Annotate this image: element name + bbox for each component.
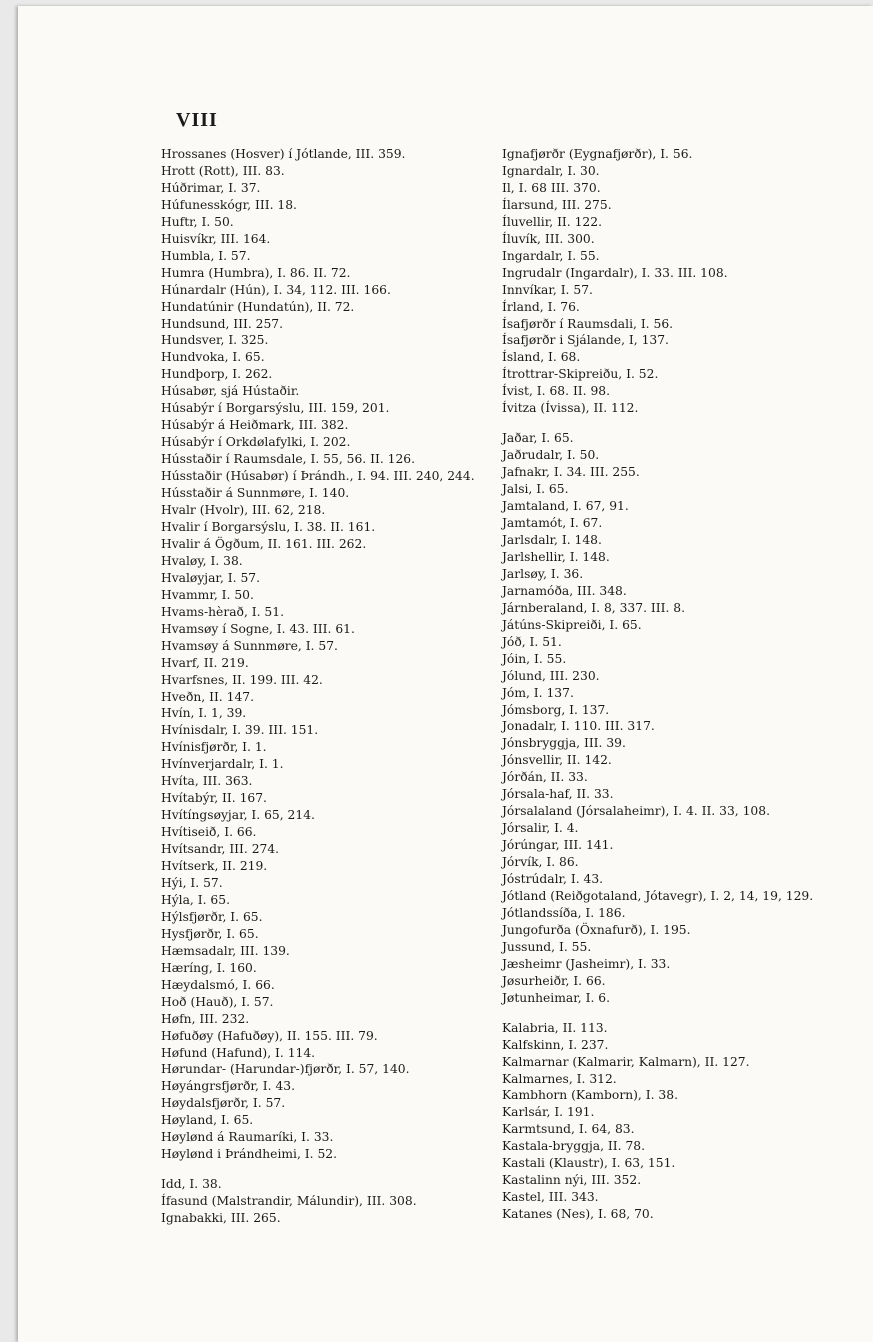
index-entry: Høfund (Hafund), I. 114. [161, 1045, 316, 1060]
index-entry: Ísland, I. 68. [502, 350, 581, 365]
index-entry: Høylønd á Raumaríki, I. 33. [161, 1130, 334, 1145]
index-entry: Innvíkar, I. 57. [502, 282, 593, 297]
index-entry: Ífasund (Malstrandir, Málundir), III. 308. [161, 1194, 417, 1209]
right-index-column [502, 146, 847, 1223]
index-entry: Jungofurða (Öxnafurð), I. 195. [502, 922, 691, 937]
index-entry: Írland, I. 76. [502, 299, 580, 314]
index-entry: Hoð (Hauð), I. 57. [161, 994, 274, 1009]
index-entry: Hýi, I. 57. [161, 875, 223, 890]
index-entry: Hvín, I. 1, 39. [161, 706, 247, 721]
index-entry: Jarnamóða, III. 348. [502, 583, 627, 598]
index-entry: Ingrudalr (Ingardalr), I. 33. III. 108. [502, 265, 728, 280]
index-entry: Hvams-hèrað, I. 51. [161, 604, 284, 619]
index-entry: Kalfskinn, I. 237. [502, 1037, 609, 1052]
index-entry: Høfn, III. 232. [161, 1011, 250, 1026]
index-entry: Jarlsdalr, I. 148. [502, 532, 602, 547]
index-entry: Hvaløyjar, I. 57. [161, 570, 261, 585]
index-entry: Huisvíkr, III. 164. [161, 231, 271, 246]
index-entry: Hundatúnir (Hundatún), II. 72. [161, 299, 355, 314]
index-entry: Hæydalsmó, I. 66. [161, 977, 275, 992]
index-entry: Húsabør, sjá Hústaðir. [161, 384, 300, 399]
index-entry: Hrossanes (Hosver) í Jótlande, III. 359. [161, 147, 406, 161]
index-entry: Húðrimar, I. 37. [161, 180, 261, 195]
index-entry: Hundsund, III. 257. [161, 316, 284, 331]
index-entry: Játúns-Skipreiði, I. 65. [502, 617, 642, 632]
index-entry: Hørundar- (Harundar-)fjørðr, I. 57, 140. [161, 1062, 410, 1077]
index-entry: Karlsár, I. 191. [502, 1105, 595, 1120]
index-entry: Ísafjørðr í Raumsdali, I. 56. [502, 316, 674, 331]
index-entry: Jórsalir, I. 4. [502, 821, 579, 836]
index-entry: Íluvík, III. 300. [502, 231, 595, 246]
index-entry: Jórsalaland (Jórsalaheimr), I. 4. II. 33, 108. [502, 804, 770, 819]
index-entry: Hæmsadalr, III. 139. [161, 943, 290, 958]
index-entry: Hvínisfjørðr, I. 1. [161, 740, 267, 755]
index-entry: Hysfjørðr, I. 65. [161, 926, 259, 941]
index-entry: Hússtaðir á Sunnmøre, I. 140. [161, 486, 350, 501]
index-entry: Jórvík, I. 86. [502, 855, 579, 870]
index-entry: Jøtunheimar, I. 6. [502, 990, 610, 1005]
index-entry: Huftr, I. 50. [161, 214, 234, 229]
index-entry: Jamtaland, I. 67, 91. [502, 499, 629, 514]
index-entry: Hveðn, II. 147. [161, 689, 255, 704]
index-entry: Húsabýr á Heiðmark, III. 382. [161, 418, 349, 433]
section-break [502, 1007, 847, 1020]
index-entry: Hundsver, I. 325. [161, 333, 269, 348]
index-entry: Kalabria, II. 113. [502, 1020, 608, 1035]
index-entry: Høyángrsfjørðr, I. 43. [161, 1079, 296, 1094]
index-entry: Járnberaland, I. 8, 337. III. 8. [502, 600, 686, 615]
index-entry: Jøsurheiðr, I. 66. [502, 973, 606, 988]
index-entry: Hvalir á Ögðum, II. 161. III. 262. [161, 536, 367, 551]
index-page [18, 6, 873, 1342]
index-entry: Høyland, I. 65. [161, 1113, 254, 1128]
index-entry: Hússtaðir í Raumsdale, I. 55, 56. II. 126. [161, 452, 416, 467]
index-entry: Kambhorn (Kamborn), I. 38. [502, 1088, 678, 1103]
index-entry: Hvítsandr, III. 274. [161, 842, 280, 857]
index-entry: Humbla, I. 57. [161, 248, 251, 263]
index-entry: Jótland (Reiðgotaland, Jótavegr), I. 2, 14, 19, 129. [502, 888, 814, 903]
index-entry: Hvítiseið, I. 66. [161, 825, 257, 840]
index-entry: Jólund, III. 230. [502, 668, 600, 683]
index-entry: Hýlsfjørðr, I. 65. [161, 909, 263, 924]
index-entry: Il, I. 68 III. 370. [502, 180, 601, 195]
index-entry: Jóstrúdalr, I. 43. [502, 872, 604, 887]
index-entry: Húsabýr í Borgarsýslu, III. 159, 201. [161, 401, 390, 416]
index-entry: Jórsala-haf, II. 33. [502, 787, 614, 802]
index-entry: Hvalir í Borgarsýslu, I. 38. II. 161. [161, 519, 376, 534]
index-entry: Hvarf, II. 219. [161, 655, 249, 670]
index-entry: Hvítabýr, II. 167. [161, 791, 267, 806]
index-entry: Kastala-bryggja, II. 78. [502, 1139, 646, 1154]
left-index-column [161, 146, 491, 1227]
index-entry: Hússtaðir (Húsabør) í Þrándh., I. 94. III. 240, 244. [161, 469, 475, 484]
index-entry: Jarlsøy, I. 36. [502, 566, 584, 581]
index-entry: Jussund, I. 55. [502, 939, 592, 954]
index-entry: Kalmarnar (Kalmarir, Kalmarn), II. 127. [502, 1054, 750, 1069]
index-entry: Hvarfsnes, II. 199. III. 42. [161, 672, 323, 687]
index-entry: Hvamsøy í Sogne, I. 43. III. 61. [161, 621, 355, 636]
index-entry: Jótlandssíða, I. 186. [502, 905, 626, 920]
index-entry: Jónsvellir, II. 142. [502, 753, 612, 768]
index-entry: Kastalinn nýi, III. 352. [502, 1173, 642, 1188]
index-entry: Jóin, I. 55. [502, 651, 567, 666]
index-entry: Kastel, III. 343. [502, 1190, 599, 1205]
index-entry: Hvalr (Hvolr), III. 62, 218. [161, 503, 326, 518]
index-entry: Katanes (Nes), I. 68, 70. [502, 1207, 654, 1222]
index-entry: Høfuðøy (Hafuðøy), II. 155. III. 79. [161, 1028, 378, 1043]
index-entry: Høydalsfjørðr, I. 57. [161, 1096, 286, 1111]
index-entry: Jómsborg, I. 137. [502, 702, 610, 717]
index-entry: Hvaløy, I. 38. [161, 553, 243, 568]
index-entry: Ílarsund, III. 275. [502, 197, 612, 212]
index-entry: Ívist, I. 68. II. 98. [502, 384, 611, 399]
index-entry: Hvítserk, II. 219. [161, 859, 268, 874]
index-entry: Jóm, I. 137. [502, 685, 574, 700]
index-entry: Hvínverjardalr, I. 1. [161, 757, 284, 772]
index-entry: Húsabýr í Orkdølafylki, I. 202. [161, 435, 351, 450]
index-entry: Ívitza (Ívissa), II. 112. [502, 401, 639, 416]
index-entry: Hvínisdalr, I. 39. III. 151. [161, 723, 319, 738]
index-entry: Íluvellir, II. 122. [502, 214, 602, 229]
index-entry: Kalmarnes, I. 312. [502, 1071, 617, 1086]
index-entry: Jamtamót, I. 67. [502, 516, 603, 531]
index-entry: Hvíta, III. 363. [161, 774, 253, 789]
index-entry: Jórðán, II. 33. [502, 770, 588, 785]
index-entry: Húfunesskógr, III. 18. [161, 197, 297, 212]
index-entry: Ignabakki, III. 265. [161, 1211, 281, 1226]
index-entry: Jæsheimr (Jasheimr), I. 33. [502, 956, 671, 971]
index-entry: Húnardalr (Hún), I. 34, 112. III. 166. [161, 282, 391, 297]
index-entry: Jonadalr, I. 110. III. 317. [502, 719, 655, 734]
index-entry: Jóð, I. 51. [502, 634, 562, 649]
section-break [161, 1163, 491, 1176]
page-number: VIII [176, 109, 218, 131]
index-entry: Hvamsøy á Sunnmøre, I. 57. [161, 638, 338, 653]
index-entry: Hundþorp, I. 262. [161, 367, 273, 382]
index-entry: Hundvoka, I. 65. [161, 350, 265, 365]
index-entry: Jaðrudalr, I. 50. [502, 448, 600, 463]
index-entry: Ignafjørðr (Eygnafjørðr), I. 56. [502, 147, 693, 161]
index-entry: Høylønd i Þrándheimi, I. 52. [161, 1147, 338, 1162]
index-entry: Jarlshellir, I. 148. [502, 549, 610, 564]
index-entry: Ísafjørðr i Sjálande, I, 137. [502, 333, 669, 348]
index-entry: Karmtsund, I. 64, 83. [502, 1122, 635, 1137]
index-entry: Jórúngar, III. 141. [502, 838, 614, 853]
index-entry: Ingardalr, I. 55. [502, 248, 600, 263]
index-entry: Kastali (Klaustr), I. 63, 151. [502, 1156, 676, 1171]
index-entry: Hrott (Rott), III. 83. [161, 163, 285, 178]
index-entry: Ítrottrar-Skipreiðu, I. 52. [502, 367, 659, 382]
index-entry: Hýla, I. 65. [161, 892, 230, 907]
index-entry: Jalsi, I. 65. [502, 482, 569, 497]
index-entry: Hvammr, I. 50. [161, 587, 254, 602]
index-entry: Jónsbryggja, III. 39. [502, 736, 626, 751]
index-entry: Humra (Humbra), I. 86. II. 72. [161, 265, 351, 280]
index-entry: Hvítíngsøyjar, I. 65, 214. [161, 808, 315, 823]
index-entry: Ignardalr, I. 30. [502, 163, 600, 178]
section-break [502, 417, 847, 430]
index-entry: Hæríng, I. 160. [161, 960, 257, 975]
index-entry: Jaðar, I. 65. [502, 431, 574, 446]
index-entry: Idd, I. 38. [161, 1177, 222, 1192]
index-entry: Jafnakr, I. 34. III. 255. [502, 465, 640, 480]
